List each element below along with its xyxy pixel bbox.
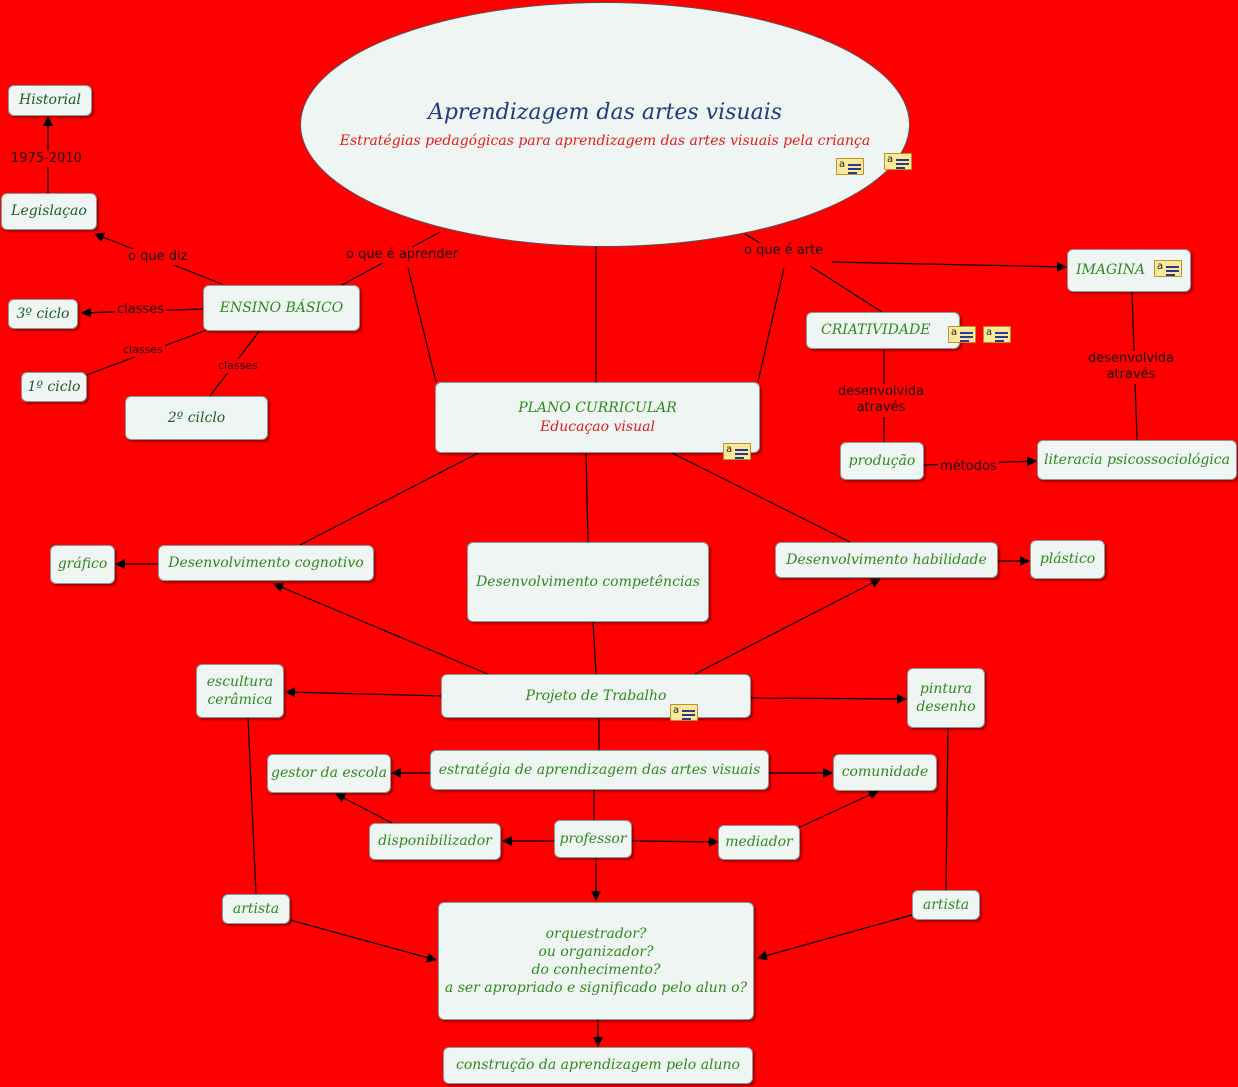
node-imagina-label: IMAGINA — [1076, 262, 1146, 279]
label-desenvolvida-1 — [836, 384, 926, 417]
note-icon[interactable]: a — [1154, 260, 1182, 277]
link-plano-competencias — [586, 452, 588, 542]
node-escultura[interactable] — [196, 664, 284, 718]
node-ciclo3-label: 3º ciclo — [16, 305, 70, 322]
node-projeto-label: Projeto de Trabalho — [525, 687, 667, 704]
link-plano-habilidade — [670, 452, 850, 542]
link-projeto-cognitivo — [274, 584, 490, 675]
node-dev-habilidade[interactable] — [775, 542, 998, 578]
node-legislacao[interactable] — [1, 193, 97, 230]
node-dev-competencias-label: Desenvolvimento competências — [476, 573, 700, 590]
node-construcao-label: construção da aprendizagem pelo aluno — [456, 1057, 740, 1074]
node-gestor[interactable] — [267, 754, 391, 793]
node-construcao[interactable] — [443, 1047, 753, 1084]
node-dev-competencias[interactable] — [467, 542, 709, 622]
label-o-que-e-aprender: o que é aprender — [346, 247, 458, 262]
label-classes-2: classes — [123, 343, 163, 356]
link-mediador-comunidade — [798, 791, 878, 828]
node-grafico-label: gráfico — [57, 556, 108, 573]
node-ciclo2-label: 2º cilclo — [167, 409, 226, 426]
node-ensino-basico[interactable] — [203, 285, 360, 331]
node-estrategia-label: estratégia de aprendizagem das artes visuais — [438, 761, 761, 778]
node-mediador-label: mediador — [725, 834, 793, 851]
node-artista-right[interactable] — [912, 890, 980, 920]
root-title: Aprendizagem das artes visuais — [427, 100, 783, 125]
node-dev-cognitivo[interactable] — [158, 545, 374, 581]
node-comunidade[interactable] — [833, 754, 937, 791]
link-arte-plano — [758, 268, 784, 382]
node-gestor-label: gestor da escola — [271, 765, 387, 782]
link-projeto-escultura — [286, 692, 442, 696]
node-dev-cognitivo-label: Desenvolvimento cognotivo — [168, 554, 364, 571]
node-pintura-line2: desenho — [916, 699, 976, 715]
node-escultura-line2: cerâmica — [207, 692, 273, 708]
node-dev-habilidade-label: Desenvolvimento habilidade — [786, 551, 987, 568]
node-pintura-line1: pintura — [919, 680, 973, 697]
node-historial[interactable] — [8, 85, 92, 116]
link-artista-orquestrador — [290, 920, 436, 960]
note-icon[interactable]: a — [670, 704, 698, 721]
node-orquestrador[interactable] — [438, 902, 754, 1020]
link-plano-cognitivo — [300, 452, 480, 545]
root-node[interactable] — [300, 2, 910, 247]
node-literacia[interactable] — [1037, 440, 1237, 480]
node-ciclo1[interactable] — [21, 372, 87, 402]
node-disponibilizador-label: disponibilizador — [378, 833, 492, 850]
node-criatividade[interactable] — [806, 312, 960, 349]
node-estrategia[interactable] — [430, 750, 769, 790]
node-orquestrador-line1: orquestrador? — [545, 925, 647, 942]
node-orquestrador-line2: ou organizador? — [538, 943, 654, 960]
label-desenvolvida-1-line2: através — [856, 400, 906, 416]
label-metodos: métodos — [940, 459, 997, 474]
node-ciclo1-label: 1º ciclo — [27, 378, 81, 395]
label-desenvolvida-1-line1: desenvolvida — [838, 384, 925, 399]
node-literacia-label: literacia psicossociológica — [1044, 451, 1230, 468]
link-projeto-pintura — [750, 698, 906, 699]
node-producao-label: produção — [848, 452, 916, 469]
link-competencias-projeto — [593, 622, 596, 674]
node-legislacao-label: Legislaçao — [11, 203, 87, 220]
link-projeto-habilidade — [695, 579, 880, 674]
label-desenvolvida-2-line1: desenvolvida — [1088, 351, 1175, 366]
note-icon[interactable]: a — [983, 326, 1011, 343]
node-plano-curricular[interactable] — [435, 382, 760, 453]
node-ensino-basico-label: ENSINO BÁSICO — [219, 299, 344, 316]
node-ciclo2[interactable] — [125, 396, 268, 440]
node-grafico[interactable] — [50, 545, 115, 584]
link-arte-criatividade — [810, 266, 882, 312]
link-professor-mediador — [632, 841, 718, 842]
label-desenvolvida-2-line2: através — [1106, 367, 1156, 383]
node-plastico[interactable] — [1030, 540, 1105, 579]
node-artista-left[interactable] — [222, 894, 290, 924]
label-classes-3: classes — [218, 359, 258, 372]
link-escultura-artista — [248, 718, 256, 894]
node-disponibilizador[interactable] — [369, 823, 501, 860]
node-orquestrador-line3: do conhecimento? — [531, 962, 661, 978]
node-producao[interactable] — [840, 442, 924, 480]
link-disponibilizador-gestor — [336, 794, 394, 824]
node-projeto[interactable] — [441, 674, 751, 718]
node-orquestrador-line4: a ser apropriado e significado pelo alun o? — [444, 980, 748, 997]
node-artista-left-label: artista — [232, 900, 280, 917]
note-icon[interactable]: a — [723, 443, 751, 460]
node-historial-label: Historial — [19, 92, 81, 109]
node-escultura-line1: escultura — [206, 673, 274, 690]
link-root-arte — [745, 234, 760, 243]
node-ciclo3[interactable] — [8, 299, 78, 329]
label-classes-1: classes — [117, 302, 165, 317]
label-o-que-diz: o que diz — [128, 249, 188, 264]
node-professor[interactable] — [554, 820, 632, 858]
link-arte-imagina — [832, 262, 1066, 267]
label-o-que-e-arte: o que é arte — [744, 243, 824, 258]
node-comunidade-label: comunidade — [841, 764, 929, 781]
label-desenvolvida-2 — [1086, 351, 1176, 384]
link-pintura-artista — [946, 728, 948, 890]
node-criatividade-label: CRIATIVIDADE — [821, 322, 931, 339]
node-artista-right-label: artista — [922, 896, 970, 913]
note-icon[interactable]: a — [836, 158, 864, 175]
node-professor-label: professor — [559, 830, 627, 847]
root-subtitle: Estratégias pedagógicas para aprendizagem das artes visuais pela criança — [339, 133, 871, 149]
node-pintura[interactable] — [907, 668, 985, 728]
node-plano-subtitle: Educaçao visual — [540, 418, 655, 435]
note-icon[interactable]: a — [948, 326, 976, 343]
note-icon[interactable]: a — [884, 153, 912, 170]
link-aprender-plano — [408, 268, 436, 382]
node-plastico-label: plástico — [1039, 551, 1096, 568]
label-period: 1975-2010 — [11, 151, 82, 166]
link-artista-orquestrador-right — [758, 915, 912, 958]
node-plano-title: PLANO CURRICULAR — [518, 400, 677, 417]
node-mediador[interactable] — [718, 825, 800, 860]
